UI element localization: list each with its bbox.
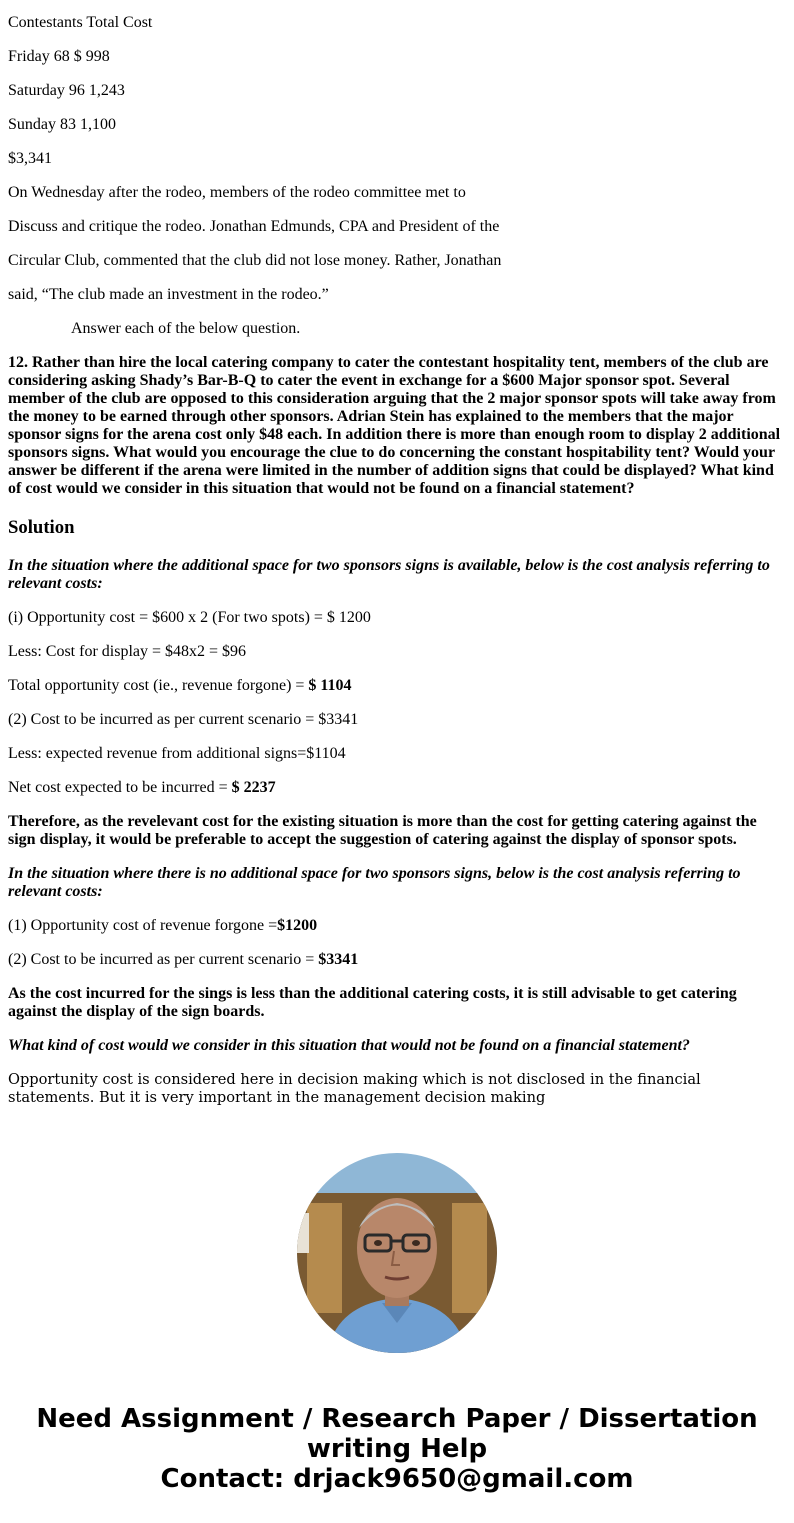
s1-display-cost: Less: Cost for display = $48x2 = $96: [8, 643, 247, 660]
s2-conclusion: As the cost incurred for the sings is less than the additional catering costs, it is still advisable to get catering against the display of the sign boards.: [8, 985, 737, 1020]
s1-total-label: Total opportunity cost (ie., revenue forgone) =: [8, 677, 309, 694]
s2-opportunity-cost: [8, 917, 317, 935]
scenario2-heading: In the situation where there is no additional space for two sponsors signs, below is the cost analysis referring to relevant costs:: [8, 865, 741, 900]
promo-contact: Contact: drjack9650@gmail.com: [160, 1464, 634, 1494]
instruction: Answer each of the below question.: [71, 320, 301, 337]
s1-expected-revenue: Less: expected revenue from additional signs=$1104: [8, 745, 346, 762]
author-avatar: [297, 1153, 497, 1353]
s2-oc-label: (1) Opportunity cost of revenue forgone =: [8, 917, 278, 934]
table-total: $3,341: [8, 150, 52, 167]
narrative-line: On Wednesday after the rodeo, members of the rodeo committee met to: [8, 184, 466, 201]
narrative-line: Circular Club, commented that the club did not lose money. Rather, Jonathan: [8, 252, 502, 269]
table-row-saturday: Saturday 96 1,243: [8, 82, 125, 99]
s2-cc-label: (2) Cost to be incurred as per current scenario =: [8, 951, 319, 968]
s2-oc-value: $1200: [277, 917, 318, 934]
final-question: What kind of cost would we consider in this situation that would not be found on a financial statement?: [8, 1037, 690, 1054]
narrative-line: said, “The club made an investment in the rodeo.”: [8, 286, 329, 303]
s1-total-value: $ 1104: [308, 677, 352, 694]
s2-cc-value: $3341: [318, 951, 359, 968]
promo-line-2: writing Help: [306, 1434, 488, 1464]
s1-net-label: Net cost expected to be incurred =: [8, 779, 232, 796]
s1-net-value: $ 2237: [231, 779, 276, 796]
scenario1-heading: In the situation where the additional space for two sponsors signs is available, below is the cost analysis referring to relevant costs:: [8, 557, 770, 592]
narrative-line: Discuss and critique the rodeo. Jonathan Edmunds, CPA and President of the: [8, 218, 500, 235]
s1-opportunity-cost: (i) Opportunity cost = $600 x 2 (For two spots) = $ 1200: [8, 609, 371, 626]
table-header: Contestants Total Cost: [8, 14, 153, 31]
s1-conclusion: Therefore, as the revelevant cost for the existing situation is more than the cost for getting catering against the sign display, it would be preferable to accept the suggestion of catering against the display of sponsor spots.: [8, 813, 757, 848]
s1-current-cost: (2) Cost to be incurred as per current scenario = $3341: [8, 711, 359, 728]
table-row-friday: Friday 68 $ 998: [8, 48, 110, 65]
promo-line-1: Need Assignment / Research Paper / Dissertation: [36, 1404, 758, 1434]
s1-total-opportunity-cost: [8, 677, 352, 695]
solution-heading: Solution: [8, 517, 75, 538]
s2-current-cost: [8, 951, 358, 969]
s1-net-cost: [8, 779, 276, 797]
table-row-sunday: Sunday 83 1,100: [8, 116, 116, 133]
author-photo: [297, 1153, 497, 1353]
promo-banner: [0, 1404, 794, 1494]
final-answer: Opportunity cost is considered here in decision making which is not disclosed in the financial statements. But it is very important in the management decision making: [8, 1071, 701, 1106]
question-12: 12. Rather than hire the local catering company to cater the contestant hospitality tent, members of the club are considering asking Shady’s Bar-B-Q to cater the event in exchange for a $600 Major sponsor spot. Several member of the club are opposed to this consideration arguing that the 2 major sponsor spots will take away from the money to be earned through other sponsors. Adrian Stein has explained to the members that the major sponsor signs for the arena cost only $48 each. In addition there is more than enough room to display 2 additional sponsors signs. What would you encourage the clue to do concerning the constant hospitability tent? Would your answer be different if the arena were limited in the number of addition signs that could be displayed? What kind of cost would we consider in this situation that would not be found on a financial statement?: [8, 354, 781, 497]
